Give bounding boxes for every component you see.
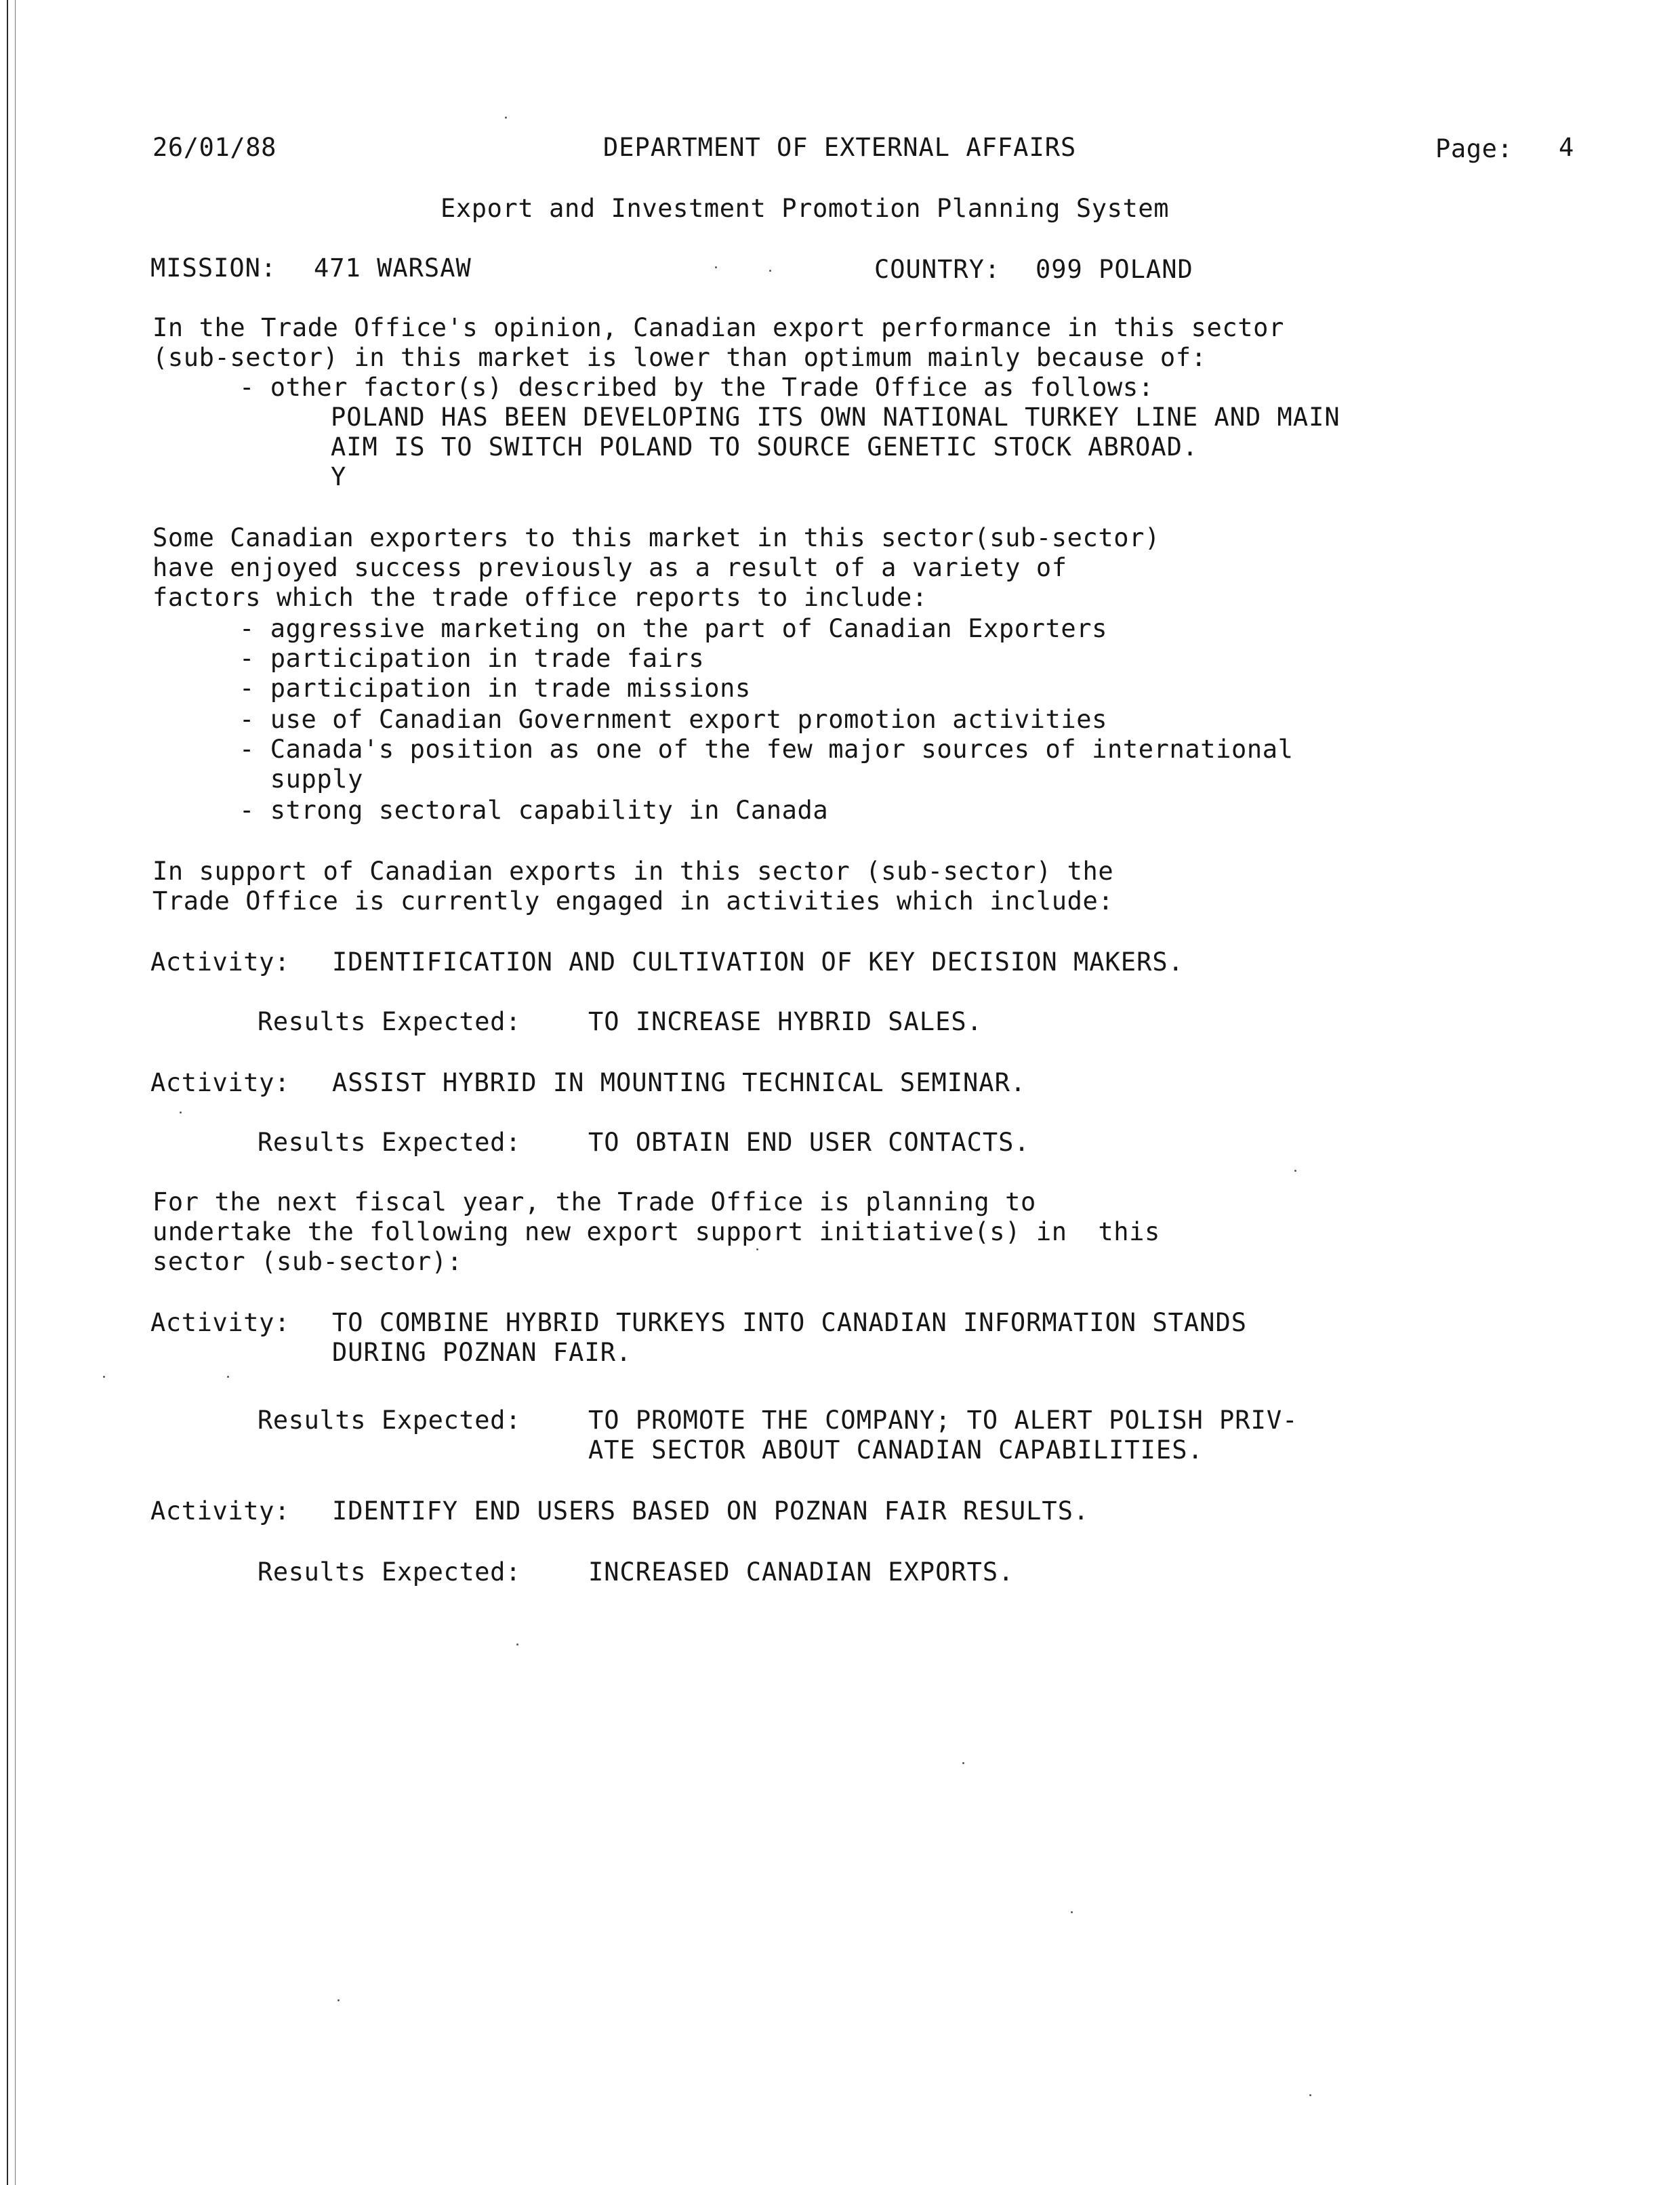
results-text-continued: ATE SECTOR ABOUT CANADIAN CAPABILITIES. (588, 1435, 1204, 1465)
scan-speck (103, 1376, 105, 1378)
results-text: TO INCREASE HYBRID SALES. (588, 1007, 983, 1036)
results-label: Results Expected: (258, 1007, 521, 1036)
mission-label: MISSION: (150, 253, 277, 283)
next-year-line-2: undertake the following new export support initiative(s) in this (152, 1217, 1160, 1246)
scan-speck (769, 270, 771, 272)
activity-label: Activity: (150, 1496, 290, 1526)
opinion-detail-1: POLAND HAS BEEN DEVELOPING ITS OWN NATIONAL TURKEY LINE AND MAIN (331, 403, 1340, 432)
activity-label: Activity: (150, 1068, 290, 1097)
results-label: Results Expected: (258, 1557, 521, 1587)
scan-speck (962, 1762, 964, 1764)
support-line-1: In support of Canadian exports in this sector (sub-sector) the (152, 857, 1114, 886)
success-item: - participation in trade missions (239, 674, 751, 703)
page-left-edge-inner (15, 0, 16, 2185)
activity-text: IDENTIFY END USERS BASED ON POZNAN FAIR RESULTS. (332, 1496, 1090, 1526)
activity-text: TO COMBINE HYBRID TURKEYS INTO CANADIAN INFORMATION STANDS (332, 1308, 1248, 1337)
opinion-line-2: (sub-sector) in this market is lower than optimum mainly because of: (152, 343, 1207, 372)
page-left-edge (7, 0, 8, 2185)
activity-label: Activity: (150, 947, 290, 977)
scan-speck (180, 1111, 182, 1114)
scan-speck (1071, 1911, 1073, 1913)
success-item: - aggressive marketing on the part of Canadian Exporters (239, 614, 1108, 643)
results-label: Results Expected: (258, 1406, 521, 1435)
success-line-2: have enjoyed success previously as a result of a variety of (152, 553, 1067, 582)
next-year-line-1: For the next fiscal year, the Trade Office is planning to (152, 1187, 1036, 1217)
activity-text: IDENTIFICATION AND CULTIVATION OF KEY DECISION MAKERS. (332, 947, 1184, 977)
success-item: - Canada's position as one of the few major sources of international (239, 735, 1294, 764)
opinion-detail-2: AIM IS TO SWITCH POLAND TO SOURCE GENETIC STOCK ABROAD. (331, 432, 1199, 462)
page-number: 4 (1559, 133, 1574, 162)
scan-speck (715, 266, 717, 268)
report-date: 26/01/88 (152, 133, 277, 162)
activity-text: ASSIST HYBRID IN MOUNTING TECHNICAL SEMINAR. (332, 1068, 1027, 1097)
results-text: TO OBTAIN END USER CONTACTS. (588, 1128, 1030, 1157)
scan-speck (227, 1376, 229, 1378)
activity-text-continued: DURING POZNAN FAIR. (332, 1338, 632, 1367)
support-line-2: Trade Office is currently engaged in activities which include: (152, 886, 1114, 916)
success-item: - participation in trade fairs (239, 644, 705, 673)
system-title: Export and Investment Promotion Planning System (441, 194, 1170, 223)
results-label: Results Expected: (258, 1128, 521, 1157)
success-item: - strong sectoral capability in Canada (239, 796, 829, 825)
success-item: - use of Canadian Government export promotion activities (239, 705, 1108, 734)
opinion-line-3: - other factor(s) described by the Trade Office as follows: (239, 373, 1154, 402)
opinion-line-1: In the Trade Office's opinion, Canadian export performance in this sector (152, 313, 1284, 342)
results-text: INCREASED CANADIAN EXPORTS. (588, 1557, 1015, 1587)
country-label: COUNTRY: (874, 255, 1001, 284)
country-value: 099 POLAND (1036, 255, 1193, 284)
opinion-detail-3: Y (331, 462, 347, 491)
scan-speck (337, 1999, 340, 2001)
success-line-3: factors which the trade office reports to include: (152, 583, 928, 612)
page-label: Page: (1435, 134, 1513, 163)
success-item: supply (239, 764, 364, 794)
scan-speck (505, 117, 507, 119)
results-text: TO PROMOTE THE COMPANY; TO ALERT POLISH PRIV- (588, 1406, 1298, 1435)
activity-label: Activity: (150, 1308, 290, 1337)
success-line-1: Some Canadian exporters to this market in this sector(sub-sector) (152, 523, 1160, 552)
scan-speck (756, 1248, 758, 1250)
next-year-line-3: sector (sub-sector): (152, 1247, 463, 1276)
mission-value: 471 WARSAW (314, 253, 472, 283)
scan-speck (1309, 2094, 1311, 2096)
scan-speck (516, 1643, 518, 1646)
scan-speck (1294, 1170, 1296, 1172)
department-name: DEPARTMENT OF EXTERNAL AFFAIRS (603, 133, 1077, 162)
